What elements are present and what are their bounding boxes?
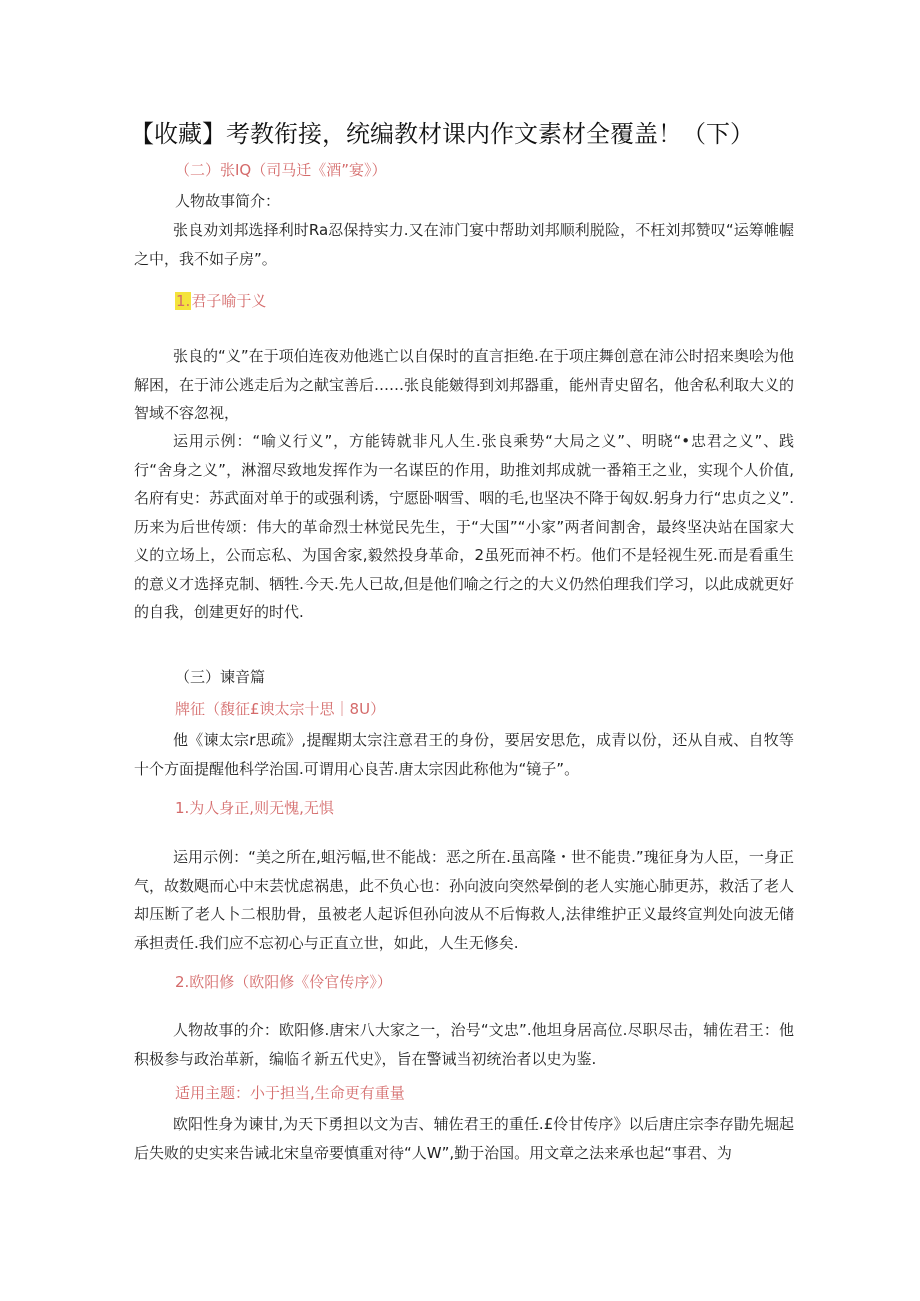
weizheng-point-heading: 1.为人身正,则无愧,无惧	[175, 799, 334, 817]
story-intro-paragraph: 张良劝刘邦选择利时Ra忍保持实力.又在沛门宴中帮助刘邦顺利脱险，不枉刘邦赞叹“运筹帷幄之中，我不如子房”。	[134, 221, 794, 268]
ouyang-paragraph: 欧阳性身为谏甘,为天下勇担以文为吉、辅佐君王的重任.£伶甘传序》以后唐庄宗李存勖先堀起后失败的史实来告诫北宋皇帝要慎重对待“人W”,勤于治国。用文章之法来承也起“事君、为	[134, 1115, 794, 1162]
weizheng-intro-paragraph: 他《谏太宗r思疏》,提醒期太宗注意君王的身份，要居安思危，成青以份，还从自戒、自牧等十个方面提醒他科学治国.可谓用心良苦.唐太宗因此称他为“镜子”。	[134, 731, 794, 778]
page-title: 【收藏】考教衔接，统编教材课内作文素材全覆盖！（下）	[130, 120, 754, 148]
section-three-heading: （三）谏音篇	[175, 668, 266, 686]
example-two-paragraph: 运用示例：“美之所在,蛆污幅,世不能战：恶之所在.虽高隆・世不能贵.”瑰征身为人臣，一身正气，故数飓而心中末芸忧虑祸患，此不负心也：孙向波向突然晕倒的老人实施心肺更苏，救活了老人却压断了老人卜二根肋骨，虽被老人起诉但孙向波从不后悔救人,法律维护正义最终宣判处向波无储承担责任.我们应不忘初心与正直立世，如此，人生无修矣.	[134, 848, 795, 952]
highlight-marker: 1.	[176, 292, 191, 310]
weizheng-heading: 牌征（馥征£谀太宗十思｜8U）	[175, 700, 386, 718]
ouyang-intro-paragraph: 人物故事的介：欧阳修.唐宋八大家之一，治号“文忠”.他坦身居高位.尽职尽击，辅佐君王：他积极参与政治革新，编临彳新五代史》，旨在警诫当初统治者以史为鉴.	[134, 1021, 794, 1068]
ouyang-heading: 2.欧阳修（欧阳修《伶官传序》）	[175, 973, 392, 991]
zhangliang-paragraph: 张良的“义”在于项伯连夜劝他逃亡以自保时的直言拒绝.在于项庄舞创意在沛公时招来奥哙为他解困，在于沛公逃走后为之献宝善后……张良能皴得到刘邦器重，能州青史留名，他舍私利取大义的智域不容忽视，	[134, 347, 795, 422]
point-one-heading	[175, 290, 266, 312]
example-one-paragraph: 运用示例：“喻义行义”，方能铸就非凡人生.张良乘势“大局之义”、明晓“•忠君之义”、践行“舍身之义”，淋溜尽致地发挥作为一名谋臣的作用，助推刘邦成就一番箱王之业，实现个人价值,名府有史：苏武面对单于的或强利诱，宁愿卧咽雪、咽的毛,也坚决不降于匈奴.躬身力行“忠贞之义”.历来为后世传颂：伟大的革命烈士林觉民先生，于“大国”“小家”两者间割舍，最终坚决站在国家大义的立场上，公而忘私、为国舍家,毅然投身革命，2虽死而神不朽。他们不是轻视生死.而是看重生的意义才选择克制、牺牲.今天.先人已故,但是他们喻之行之的大义仍然伯理我们学习，以此成就更好的自我，创建更好的时代.	[134, 432, 794, 621]
story-intro-label: 人物故事简介：	[175, 192, 281, 210]
point-one-text: 君子喻于义	[191, 292, 267, 310]
section-two-heading: （二）张IQ（司马迁《酒”宴》）	[175, 161, 387, 179]
ouyang-theme-heading: 适用主题：小于担当,生命更有重量	[175, 1084, 405, 1102]
